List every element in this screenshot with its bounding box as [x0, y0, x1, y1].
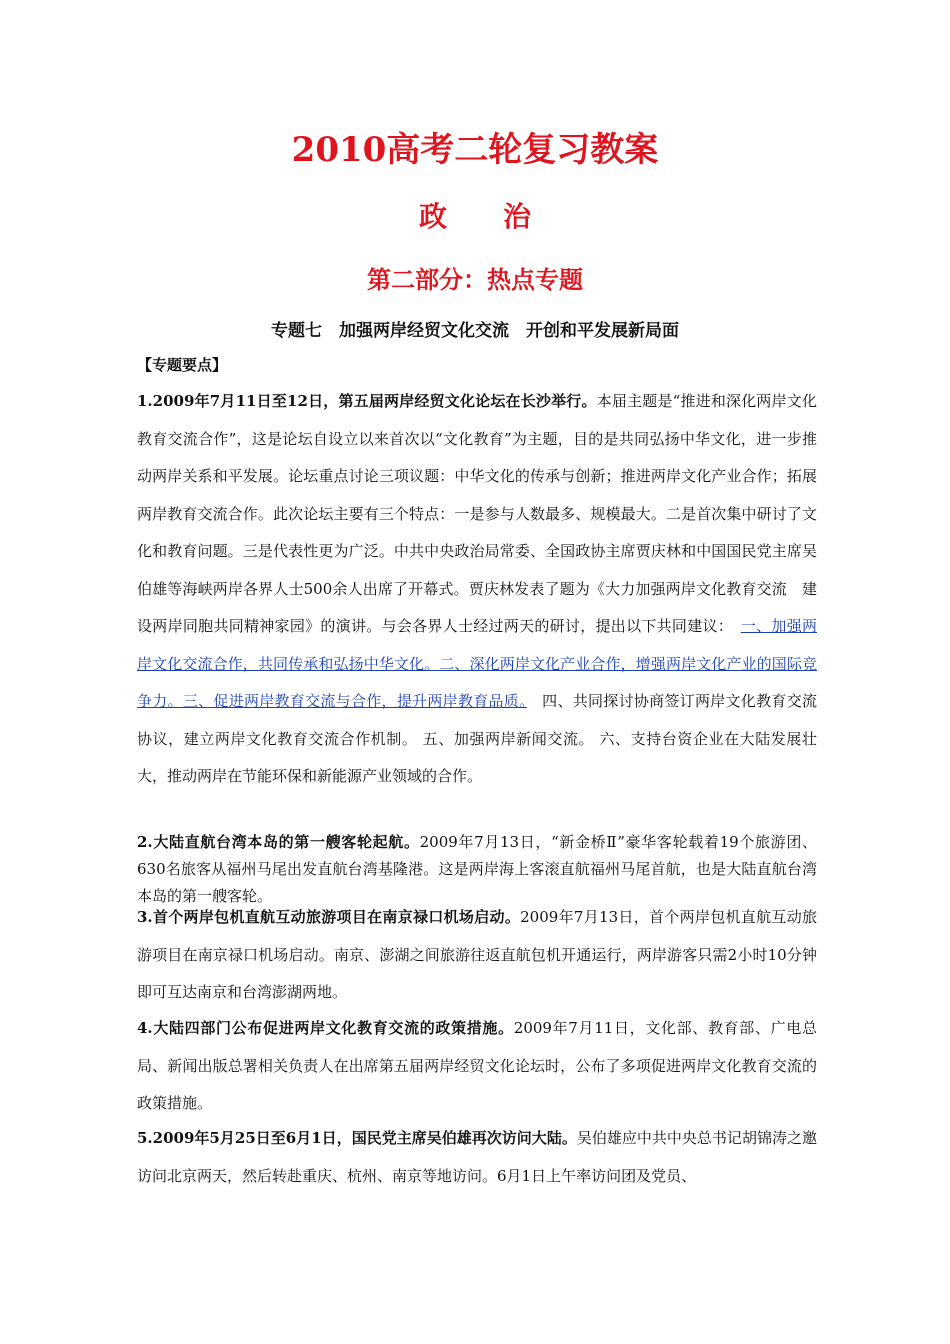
paragraph-5-body: 吴伯雄应中共中央总书记胡锦涛之邀访问北京两天，然后转赴重庆、杭州、南京等地访问。6月1日上午率访问团及党员、 — [137, 1129, 817, 1185]
paragraph-1-body: 本届主题是“推进和深化两岸文化教育交流合作”，这是论坛自设立以来首次以“文化教育”为主题，目的是共同弘扬中华文化，进一步推动两岸关系和平发展。论坛重点讨论三项议题：中华文化的传承与创新；推进两岸文化产业合作；拓展两岸教育交流合作。此次论坛主要有三个特点：一是参与人数最多、规模最大。二是首次集中研讨了文化和教育问题。三是代表性更为广泛。中共中央政治局常委、全国政协主席贾庆林和中国国民党主席吴伯雄等海峡两岸各界人士500余人出席了开幕式。贾庆林发表了题为《大力加强两岸文化教育交流 建设两岸同胞共同精神家园》的演讲。与会各界人士经过两天的研讨，提出以下共同建议： — [137, 392, 817, 635]
paragraph-2 — [137, 829, 817, 910]
part-title: 第二部分：热点专题 — [367, 265, 583, 294]
paragraph-4-lead: 4.大陆四部门公布促进两岸文化教育交流的政策措施。 — [137, 1019, 514, 1037]
subject-title: 政 治 — [418, 200, 531, 233]
proposals-link[interactable]: 一、加强两岸文化交流合作，共同传承和弘扬中华文化。二、深化两岸文化产业合作，增强两岸文化产业的国际竞争力。三、促进两岸教育交流与合作，提升两岸教育品质。 — [137, 617, 817, 710]
paragraph-1 — [137, 383, 817, 796]
topic-heading: 专题七 加强两岸经贸文化交流 开创和平发展新局面 — [271, 321, 679, 341]
paragraph-3-lead: 3.首个两岸包机直航互动旅游项目在南京禄口机场启动。 — [137, 908, 521, 926]
main-title: 2010高考二轮复习教案 — [291, 130, 659, 170]
paragraph-3-body: 2009年7月13日，首个两岸包机直航互动旅游项目在南京禄口机场启动。南京、澎湖之间旅游往返直航包机开通运行，两岸游客只需2小时10分钟即可互达南京和台湾澎湖两地。 — [137, 908, 817, 1001]
paragraph-5-lead: 5.2009年5月25日至6月1日，国民党主席吴伯雄再次访问大陆。 — [137, 1129, 577, 1147]
paragraph-2-body: 2009年7月13日，“新金桥Ⅱ”豪华客轮载着19个旅游团、630名旅客从福州马尾出发直航台湾基隆港。这是两岸海上客滚直航福州马尾首航，也是大陆直航台湾本岛的第一艘客轮。 — [137, 833, 817, 905]
paragraph-4 — [137, 1010, 817, 1123]
section-label: 【专题要点】 — [137, 356, 228, 374]
paragraph-2-lead: 2.大陆直航台湾本岛的第一艘客轮起航。 — [137, 833, 420, 851]
paragraph-3 — [137, 899, 817, 1012]
paragraph-1-tail: 四、共同探讨协商签订两岸文化教育交流协议，建立两岸文化教育交流合作机制。 五、加强两岸新闻交流。 六、支持台资企业在大陆发展壮大，推动两岸在节能环保和新能源产业领域的合作。 — [137, 692, 817, 785]
paragraph-1-lead: 1.2009年7月11日至12日，第五届两岸经贸文化论坛在长沙举行。 — [137, 392, 597, 410]
paragraph-5 — [137, 1120, 817, 1195]
paragraph-4-body: 2009年7月11日，文化部、教育部、广电总局、新闻出版总署相关负责人在出席第五届两岸经贸文化论坛时，公布了多项促进两岸文化教育交流的政策措施。 — [137, 1019, 817, 1112]
